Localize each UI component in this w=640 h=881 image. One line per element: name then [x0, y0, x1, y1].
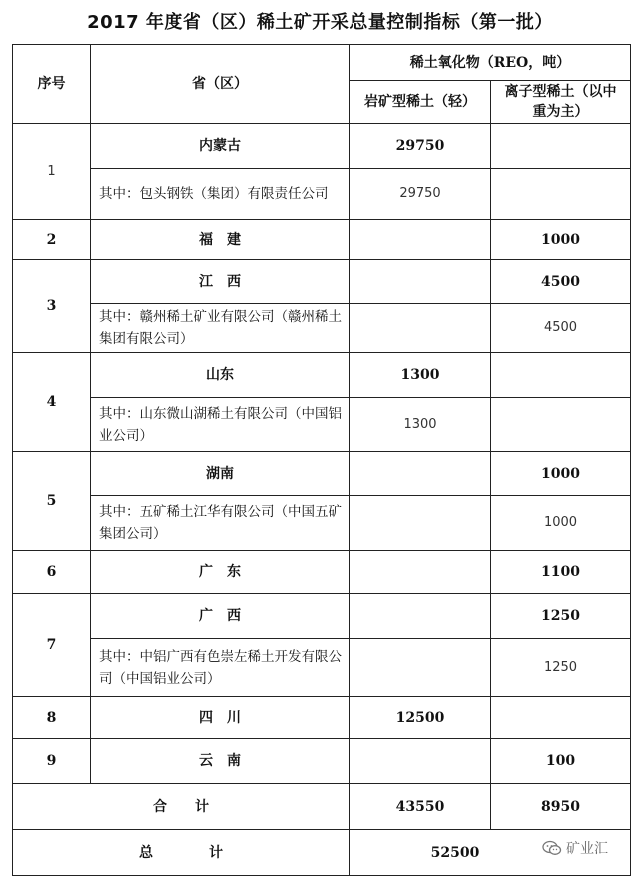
page-title: 2017 年度省（区）稀土矿开采总量控制指标（第一批） [87, 12, 553, 33]
total-value: 52500 [350, 830, 631, 876]
table-row [13, 496, 631, 551]
quota-table [12, 44, 631, 876]
table-row [13, 124, 631, 169]
province-name: 云 南 [91, 739, 350, 784]
row-number: 6 [13, 551, 91, 594]
rock-value [350, 304, 491, 353]
header-seq: 序号 [13, 45, 91, 124]
table-row [13, 739, 631, 784]
rock-value: 12500 [350, 697, 491, 739]
row-number: 2 [13, 220, 91, 260]
ion-value: 1000 [491, 452, 631, 496]
ion-value: 1250 [491, 639, 631, 697]
company-name: 其中：山东微山湖稀土有限公司（中国铝业公司） [91, 398, 350, 452]
table-row [13, 353, 631, 398]
watermark [540, 838, 610, 858]
header-province: 省（区） [91, 45, 350, 124]
ion-value: 1000 [491, 220, 631, 260]
province-name: 四 川 [91, 697, 350, 739]
table-row [13, 639, 631, 697]
subtotal-rock: 43550 [350, 784, 491, 830]
ion-value: 100 [491, 739, 631, 784]
ion-value [491, 353, 631, 398]
row-number: 9 [13, 739, 91, 784]
ion-value: 4500 [491, 304, 631, 353]
rock-value [350, 739, 491, 784]
row-number: 7 [13, 594, 91, 697]
ion-value [491, 398, 631, 452]
table-row [13, 697, 631, 739]
province-name: 内蒙古 [91, 124, 350, 169]
ion-value: 1100 [491, 551, 631, 594]
rock-value: 1300 [350, 353, 491, 398]
rock-value: 29750 [350, 124, 491, 169]
province-name: 山东 [91, 353, 350, 398]
wechat-icon [542, 840, 562, 856]
row-number: 8 [13, 697, 91, 739]
table-row [13, 551, 631, 594]
total-row [13, 830, 631, 876]
subtotal-label: 合 计 [13, 784, 350, 830]
watermark-text: 矿业汇 [566, 841, 608, 857]
ion-value: 1000 [491, 496, 631, 551]
ion-value: 1250 [491, 594, 631, 639]
province-name: 广 东 [91, 551, 350, 594]
rock-value [350, 220, 491, 260]
header-ion-type: 离子型稀土（以中重为主） [491, 81, 631, 124]
row-number: 5 [13, 452, 91, 551]
table-row [13, 452, 631, 496]
company-name: 其中：赣州稀土矿业有限公司（赣州稀土集团有限公司） [91, 304, 350, 353]
province-name: 湖南 [91, 452, 350, 496]
rock-value: 29750 [350, 169, 491, 220]
rock-value [350, 260, 491, 304]
company-name: 其中：五矿稀土江华有限公司（中国五矿集团公司） [91, 496, 350, 551]
table-row [13, 594, 631, 639]
ion-value [491, 124, 631, 169]
table-row [13, 304, 631, 353]
ion-value [491, 697, 631, 739]
table-row [13, 169, 631, 220]
table-row [13, 398, 631, 452]
company-name: 其中：包头钢铁（集团）有限责任公司 [91, 169, 350, 220]
header-rock-type: 岩矿型稀土（轻） [350, 81, 491, 124]
rock-value [350, 551, 491, 594]
subtotal-row [13, 784, 631, 830]
rock-value [350, 496, 491, 551]
rock-value [350, 452, 491, 496]
province-name: 广 西 [91, 594, 350, 639]
rock-value [350, 594, 491, 639]
ion-value: 4500 [491, 260, 631, 304]
total-label: 总 计 [13, 830, 350, 876]
header-reo-group: 稀土氧化物（REO，吨） [350, 45, 631, 81]
row-number: 4 [13, 353, 91, 452]
table-row [13, 260, 631, 304]
rock-value: 1300 [350, 398, 491, 452]
province-name: 福 建 [91, 220, 350, 260]
company-name: 其中：中铝广西有色崇左稀土开发有限公司（中国铝业公司） [91, 639, 350, 697]
subtotal-ion: 8950 [491, 784, 631, 830]
row-number: 1 [13, 124, 91, 220]
rock-value [350, 639, 491, 697]
row-number: 3 [13, 260, 91, 353]
ion-value [491, 169, 631, 220]
table-row [13, 220, 631, 260]
province-name: 江 西 [91, 260, 350, 304]
